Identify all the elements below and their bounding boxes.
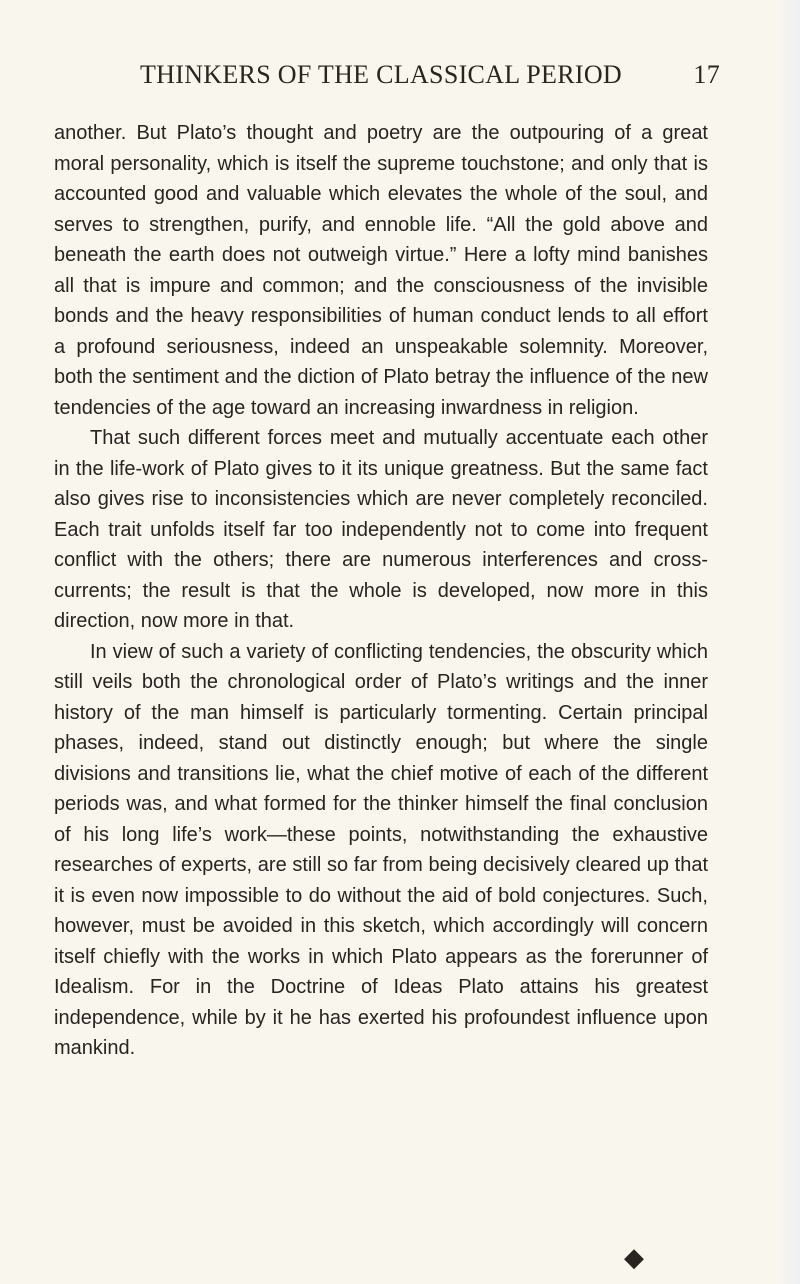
paragraph-1: another. But Plato’s thought and poetry are the outpouring of a great moral personality, which is itself the supreme touchstone; and only that is accounted good and valuable which elevates the whole of the soul, and serves to strengthen, purify, and ennoble life. “All the gold above and beneath the earth does not outweigh virtue.” Here a lofty mind banishes all that is impure and common; and the consciousness of the invisible bonds and the heavy responsibilities of human conduct lends to all effort a profound seriousness, indeed an unspeakable solemnity. Moreover, both the sentiment and the diction of Plato betray the influence of the new tendencies of the age toward an increasing inwardness in religion. — [54, 122, 708, 419]
running-head — [110, 60, 720, 100]
page-number: 17 — [693, 60, 720, 89]
ink-blot-icon: ◆ — [624, 1243, 644, 1273]
body-text — [54, 118, 708, 1064]
paragraph-2: That such different forces meet and mutually accentuate each other in the life-work of Plato gives to it its unique greatness. But the same fact also gives rise to inconsistencies which are never completely reconciled. Each trait unfolds itself far too independently not to come into frequent conflict with the others; there are numerous interferences and cross-currents; the result is that the whole is developed, now more in this direction, now more in that. — [54, 427, 708, 632]
running-head-title: THINKERS OF THE CLASSICAL PERIOD — [140, 60, 622, 89]
paragraph-3: In view of such a variety of conflicting tendencies, the obscurity which still veils both the chronological order of Plato’s writings and the inner history of the man himself is particularly tormenting. Certain principal phases, indeed, stand out distinctly enough; but where the single divisions and transitions lie, what the chief motive of each of the different periods was, and what formed for the thinker himself the final conclusion of his long life’s work—these points, notwithstanding the exhaustive researches of experts, are still so far from being decisively cleared up that it is even now impossible to do without the aid of bold conjectures. Such, however, must be avoided in this sketch, which accordingly will concern itself chiefly with the works in which Plato appears as the forerunner of Idealism. For in the Doctrine of Ideas Plato attains his greatest independence, while by it he has exerted his profoundest influence upon mankind. — [54, 640, 708, 1059]
